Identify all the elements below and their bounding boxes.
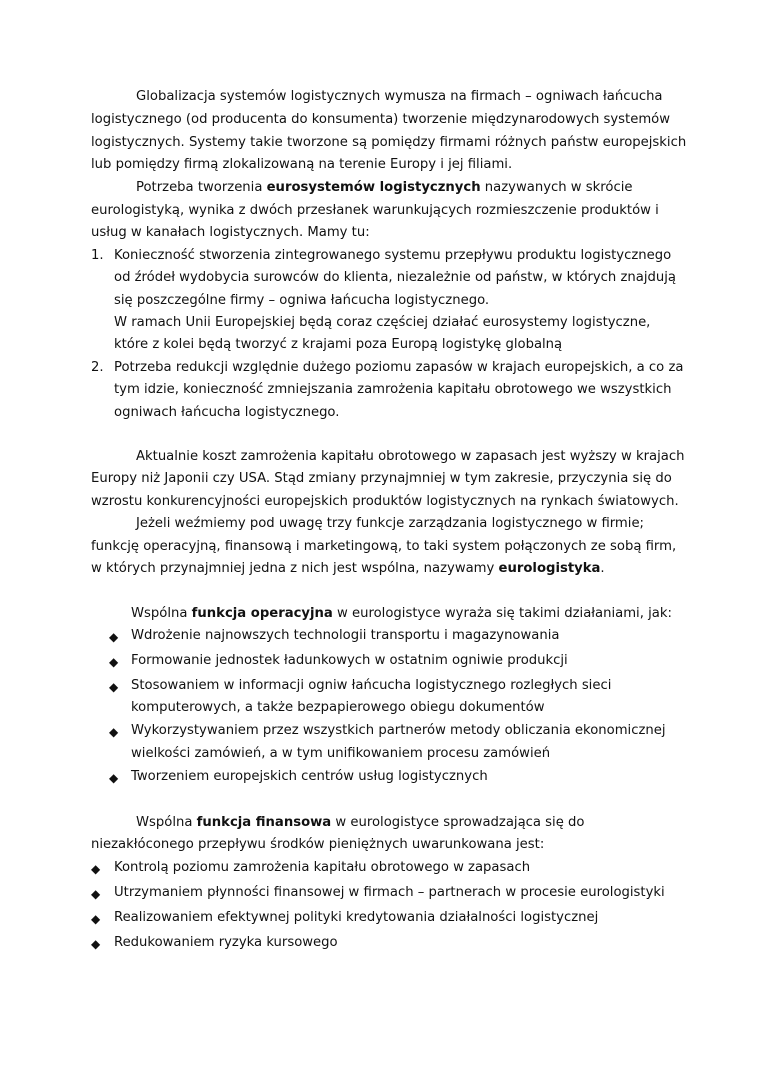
paragraph-line: usług w kanałach logistycznych. Mamy tu:	[91, 225, 370, 240]
text-run: w eurologistyce wyraża się takimi działaniami, jak:	[332, 606, 672, 621]
paragraph-line: eurologistyką, wynika z dwóch przesłanek warunkujących rozmieszczenie produktów i	[91, 203, 659, 218]
text-run: .	[600, 561, 605, 576]
text-run: nazywanych w skrócie	[480, 180, 633, 195]
bold-term: eurosystemów logistycznych	[266, 180, 481, 195]
list-item-line: które z kolei będą tworzyć z krajami poza Europą logistykę globalną	[114, 337, 563, 352]
bullet-diamond-icon: ◆	[91, 862, 101, 876]
bullet-item: wielkości zamówień, a w tym unifikowaniem procesu zamówień	[131, 746, 551, 761]
list-number: 2.	[91, 360, 104, 375]
bullet-diamond-icon: ◆	[91, 912, 101, 926]
paragraph-line	[136, 180, 633, 196]
list-item-line: ogniwach łańcucha logistycznego.	[114, 405, 340, 420]
bullet-item: Realizowaniem efektywnej polityki kredytowania działalności logistycznej	[114, 910, 599, 925]
bullet-item: Stosowaniem w informacji ogniw łańcucha logistycznego rozległych sieci	[131, 678, 612, 693]
bold-term: funkcja finansowa	[196, 815, 332, 830]
bullet-diamond-icon: ◆	[109, 655, 119, 669]
section-intro	[136, 815, 584, 831]
bullet-item: Redukowaniem ryzyka kursowego	[114, 935, 338, 950]
bullet-item: Wdrożenie najnowszych technologii transportu i magazynowania	[131, 628, 560, 643]
bullet-item: Kontrolą poziomu zamrożenia kapitału obrotowego w zapasach	[114, 860, 531, 875]
paragraph-line	[91, 561, 605, 577]
bullet-diamond-icon: ◆	[109, 725, 119, 739]
bold-term: eurologistyka	[498, 561, 601, 576]
bullet-item: Wykorzystywaniem przez wszystkich partnerów metody obliczania ekonomicznej	[131, 723, 666, 738]
paragraph-line: Aktualnie koszt zamrożenia kapitału obrotowego w zapasach jest wyższy w krajach	[136, 449, 685, 464]
bullet-item: Utrzymaniem płynności finansowej w firmach – partnerach w procesie eurologistyki	[114, 885, 665, 900]
paragraph-line: logistycznego (od producenta do konsumenta) tworzenie międzynarodowych systemów	[91, 112, 671, 127]
bullet-item: Formowanie jednostek ładunkowych w ostatnim ogniwie produkcji	[131, 653, 568, 668]
paragraph-line: Europy niż Japonii czy USA. Stąd zmiany przynajmniej w tym zakresie, przyczynia się do	[91, 471, 672, 486]
bullet-item: komputerowych, a także bezpapierowego obiegu dokumentów	[131, 700, 545, 715]
text-run: Wspólna	[136, 815, 197, 830]
bullet-diamond-icon: ◆	[109, 630, 119, 644]
text-run: Potrzeba tworzenia	[136, 180, 267, 195]
section-intro	[131, 606, 672, 622]
list-item-line: się poszczególne firmy – ogniwa łańcucha logistycznego.	[114, 293, 490, 308]
list-item-line: Potrzeba redukcji względnie dużego poziomu zapasów w krajach europejskich, a co za	[114, 360, 684, 375]
text-run: w eurologistyce sprowadzająca się do	[331, 815, 585, 830]
list-item-line: W ramach Unii Europejskiej będą coraz częściej działać eurosystemy logistyczne,	[114, 315, 651, 330]
bullet-diamond-icon: ◆	[91, 937, 101, 951]
paragraph-line: Jeżeli weźmiemy pod uwagę trzy funkcje zarządzania logistycznego w firmie;	[136, 516, 645, 531]
bullet-diamond-icon: ◆	[109, 680, 119, 694]
bullet-diamond-icon: ◆	[109, 771, 119, 785]
paragraph-line: funkcję operacyjną, finansową i marketingową, to taki system połączonych ze sobą firm,	[91, 539, 677, 554]
paragraph-line: logistycznych. Systemy takie tworzone są pomiędzy firmami różnych państw europejskich	[91, 135, 687, 150]
text-run: Wspólna	[131, 606, 192, 621]
paragraph-line: niezakłóconego przepływu środków pieniężnych uwarunkowana jest:	[91, 837, 545, 852]
bold-term: funkcja operacyjna	[191, 606, 333, 621]
paragraph-line: Globalizacja systemów logistycznych wymusza na firmach – ogniwach łańcucha	[136, 89, 663, 104]
list-number: 1.	[91, 248, 104, 263]
bullet-diamond-icon: ◆	[91, 887, 101, 901]
list-item-line: od źródeł wydobycia surowców do klienta, niezależnie od państw, w których znajdują	[114, 270, 676, 285]
paragraph-line: lub pomiędzy firmą zlokalizowaną na terenie Europy i jej filiami.	[91, 157, 513, 172]
text-run: w których przynajmniej jedna z nich jest wspólna, nazywamy	[91, 561, 499, 576]
list-item-line: tym idzie, konieczność zmniejszania zamrożenia kapitału obrotowego we wszystkich	[114, 382, 672, 397]
bullet-item: Tworzeniem europejskich centrów usług logistycznych	[131, 769, 488, 784]
list-item-line: Konieczność stworzenia zintegrowanego systemu przepływu produktu logistycznego	[114, 248, 672, 263]
paragraph-line: wzrostu konkurencyjności europejskich produktów logistycznych na rynkach światowych.	[91, 494, 679, 509]
